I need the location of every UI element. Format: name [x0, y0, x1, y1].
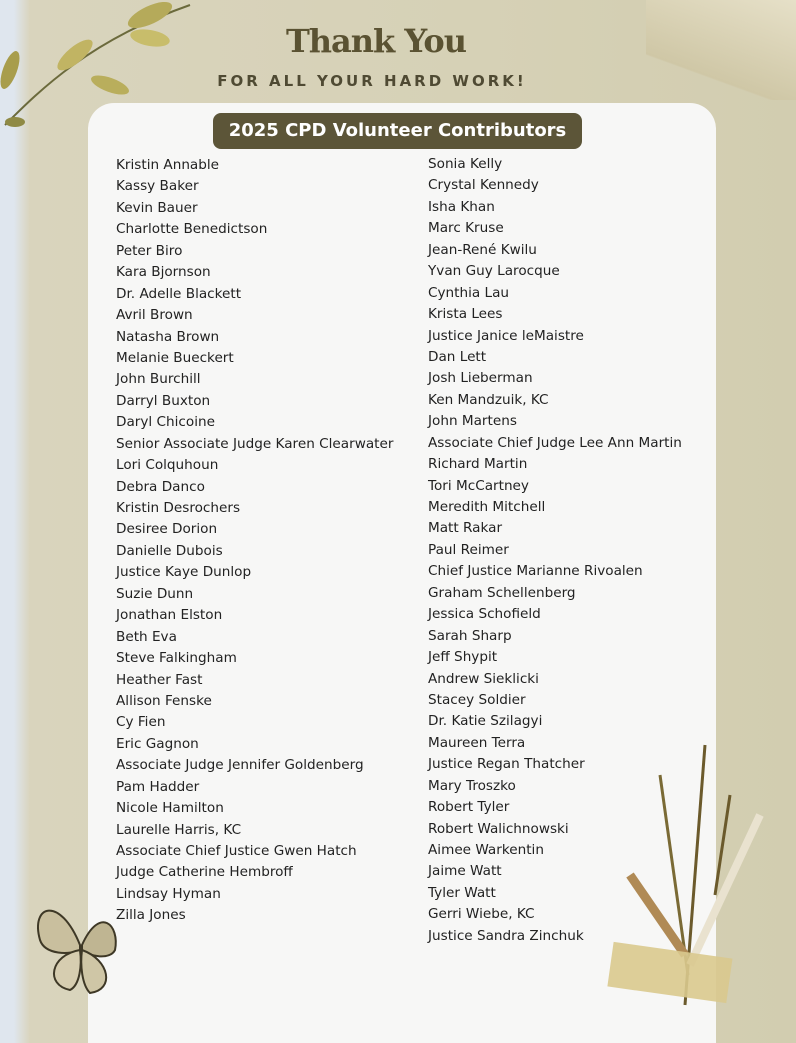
contributor-name: Judge Catherine Hembroff [116, 864, 293, 881]
contributor-name: Justice Kaye Dunlop [116, 564, 252, 581]
page-subtitle: FOR ALL YOUR HARD WORK! [217, 72, 527, 90]
contributor-name: John Burchill [116, 371, 201, 388]
contributor-name: Jonathan Elston [116, 607, 223, 624]
contributor-name: Pam Hadder [116, 778, 200, 795]
contributors-banner: 2025 CPD Volunteer Contributors [213, 113, 582, 149]
contributor-name: Dr. Katie Szilagyi [428, 713, 543, 730]
contributor-name: Matt Rakar [428, 520, 503, 537]
contributor-name: Suzie Dunn [116, 585, 194, 602]
contributor-name: Marc Kruse [428, 220, 504, 237]
contributor-name: Crystal Kennedy [428, 177, 539, 194]
left-name-list [116, 155, 393, 927]
contributor-name: Jaime Watt [428, 863, 502, 880]
contributor-name: Chief Justice Marianne Rivoalen [428, 563, 643, 580]
contributor-name: Danielle Dubois [116, 542, 223, 559]
contributor-name: Nicole Hamilton [116, 800, 224, 817]
contributor-name: Beth Eva [116, 628, 177, 645]
contributor-name: Heather Fast [116, 671, 203, 688]
contributor-name: Kevin Bauer [116, 199, 198, 216]
contributor-name: Avril Brown [116, 307, 193, 324]
contributor-name: Meredith Mitchell [428, 499, 546, 515]
contributor-name: Robert Walichnowski [428, 820, 569, 837]
contributor-name: Gerri Wiebe, KC [428, 906, 535, 923]
contributor-name: Jessica Schofield [428, 606, 541, 623]
contributor-name: Tyler Watt [428, 884, 496, 901]
contributor-name: Cy Fien [116, 714, 166, 731]
contributor-name: Steve Falkingham [116, 650, 237, 667]
contributor-name: Daryl Chicoine [116, 414, 215, 431]
contributor-name: Ken Mandzuik, KC [428, 391, 549, 408]
contributor-name: Kassy Baker [116, 178, 199, 195]
contributor-name: Isha Khan [428, 198, 495, 215]
contributor-name: Justice Regan Thatcher [428, 756, 585, 773]
contributor-name: Stacey Soldier [428, 691, 526, 708]
contributor-name: Charlotte Benedictson [116, 221, 268, 238]
contributor-name: Associate Chief Justice Gwen Hatch [116, 843, 357, 859]
contributor-name: Kristin Annable [116, 157, 220, 173]
contributor-name: Justice Sandra Zinchuk [428, 927, 584, 944]
contributor-name: Krista Lees [428, 306, 503, 323]
contributor-name: Lori Colquhoun [116, 457, 219, 474]
contributor-name: Eric Gagnon [116, 735, 199, 752]
contributor-name: Aimee Warkentin [428, 842, 544, 858]
contributor-name: Lindsay Hyman [116, 885, 221, 902]
contributor-name: Richard Martin [428, 456, 528, 473]
contributor-name: Cynthia Lau [428, 284, 510, 301]
page-title: Thank You [285, 22, 467, 60]
contributor-name: Dr. Adelle Blackett [116, 285, 242, 302]
contributor-name: Mary Troszko [428, 777, 516, 794]
contributor-name: Kristin Desrochers [116, 500, 241, 516]
contributor-name: Allison Fenske [116, 692, 212, 709]
contributor-name: Senior Associate Judge Karen Clearwater [116, 435, 394, 452]
contributor-name: Associate Chief Judge Lee Ann Martin [428, 434, 682, 451]
contributor-name: Andrew Sieklicki [428, 670, 539, 687]
contributor-name: Laurelle Harris, KC [116, 821, 242, 838]
butterfly-icon [30, 895, 130, 1000]
contributor-name: Natasha Brown [116, 328, 220, 345]
contributor-name: Graham Schellenberg [428, 584, 576, 601]
contributor-name: Zilla Jones [116, 907, 186, 924]
contributor-name: Jean-René Kwilu [428, 241, 537, 258]
contributor-name: Josh Lieberman [428, 370, 533, 387]
contributor-name: Paul Reimer [428, 541, 509, 558]
contributor-name: Jeff Shypit [428, 649, 498, 666]
dried-flowers-icon [600, 735, 770, 1015]
contributor-name: Yvan Guy Larocque [428, 263, 560, 280]
contributor-name: Kara Bjornson [116, 264, 211, 281]
contributor-name: Peter Biro [116, 242, 183, 259]
contributor-name: Dan Lett [428, 348, 487, 365]
contributor-name: Darryl Buxton [116, 392, 211, 409]
contributor-name: Melanie Bueckert [116, 349, 234, 366]
contributor-name: Desiree Dorion [116, 521, 218, 538]
contributor-name: Debra Danco [116, 478, 205, 495]
contributor-name: Sonia Kelly [428, 156, 503, 172]
contributor-name: Justice Janice leMaistre [428, 327, 584, 344]
contributor-name: Robert Tyler [428, 799, 510, 816]
contributor-name: Sarah Sharp [428, 627, 512, 644]
contributor-name: Maureen Terra [428, 734, 526, 751]
contributor-name: Tori McCartney [428, 477, 529, 494]
contributor-name: Associate Judge Jennifer Goldenberg [116, 757, 364, 774]
contributor-name: John Martens [428, 413, 517, 430]
